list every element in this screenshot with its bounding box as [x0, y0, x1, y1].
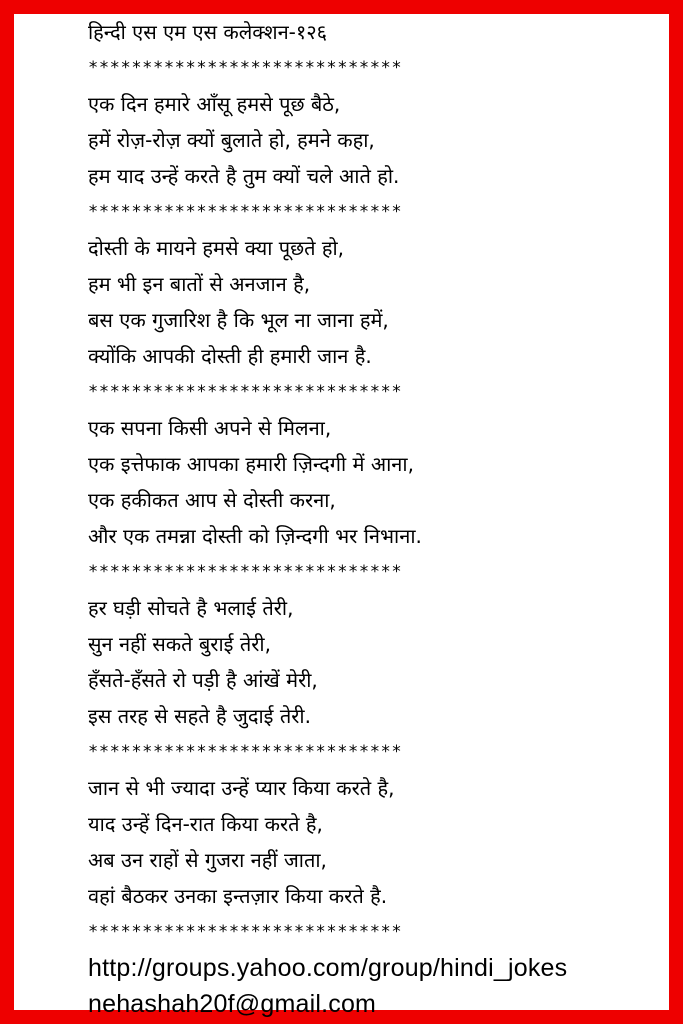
- poem-5: [88, 770, 663, 914]
- separator: *****************************: [88, 382, 403, 402]
- separator: *****************************: [88, 742, 403, 762]
- poem-line: और एक तमन्ना दोस्ती को ज़िन्दगी भर निभाना.: [88, 524, 422, 548]
- poem-line: सुन नहीं सकते बुराई तेरी,: [88, 632, 271, 656]
- poem-line: जान से भी ज्यादा उन्हें प्यार किया करते है,: [88, 776, 395, 800]
- poem-4: [88, 590, 663, 734]
- footer-url: http://groups.yahoo.com/group/hindi_jokes: [88, 954, 568, 982]
- footer-email: nehashah20f@gmail.com: [88, 990, 377, 1018]
- poem-line: बस एक गुजारिश है कि भूल ना जाना हमें,: [88, 308, 389, 332]
- poem-1: [88, 86, 663, 194]
- poem-line: एक सपना किसी अपने से मिलना,: [88, 416, 332, 440]
- poem-line: हम भी इन बातों से अनजान है,: [88, 272, 311, 296]
- separator: *****************************: [88, 202, 403, 222]
- separator: *****************************: [88, 58, 403, 78]
- page-title: हिन्दी एस एम एस कलेक्शन-१२६: [88, 20, 328, 44]
- poem-line: याद उन्हें दिन-रात किया करते है,: [88, 812, 323, 836]
- poem-line: हमें रोज़-रोज़ क्यों बुलाते हो, हमने कहा,: [88, 128, 375, 152]
- poem-line: हँसते-हँसते रो पड़ी है आंखें मेरी,: [88, 668, 318, 692]
- poem-line: हम याद उन्हें करते है तुम क्यों चले आते हो.: [88, 164, 400, 188]
- poem-line: क्योंकि आपकी दोस्ती ही हमारी जान है.: [88, 344, 372, 368]
- poem-line: हर घड़ी सोचते है भलाई तेरी,: [88, 596, 294, 620]
- poem-line: एक दिन हमारे आँसू हमसे पूछ बैठे,: [88, 92, 341, 116]
- poem-line: एक इत्तेफाक आपका हमारी ज़िन्दगी में आना,: [88, 452, 414, 476]
- poem-line: दोस्ती के मायने हमसे क्या पूछते हो,: [88, 236, 345, 260]
- poem-line: इस तरह से सहते है जुदाई तेरी.: [88, 704, 311, 728]
- sms-collection-page: [88, 14, 663, 1022]
- poem-3: [88, 410, 663, 554]
- poem-line: एक हकीकत आप से दोस्ती करना,: [88, 488, 336, 512]
- poem-2: [88, 230, 663, 374]
- separator: *****************************: [88, 922, 403, 942]
- separator: *****************************: [88, 562, 403, 582]
- poem-line: वहां बैठकर उनका इन्तज़ार किया करते है.: [88, 884, 388, 908]
- poem-line: अब उन राहों से गुजरा नहीं जाता,: [88, 848, 327, 872]
